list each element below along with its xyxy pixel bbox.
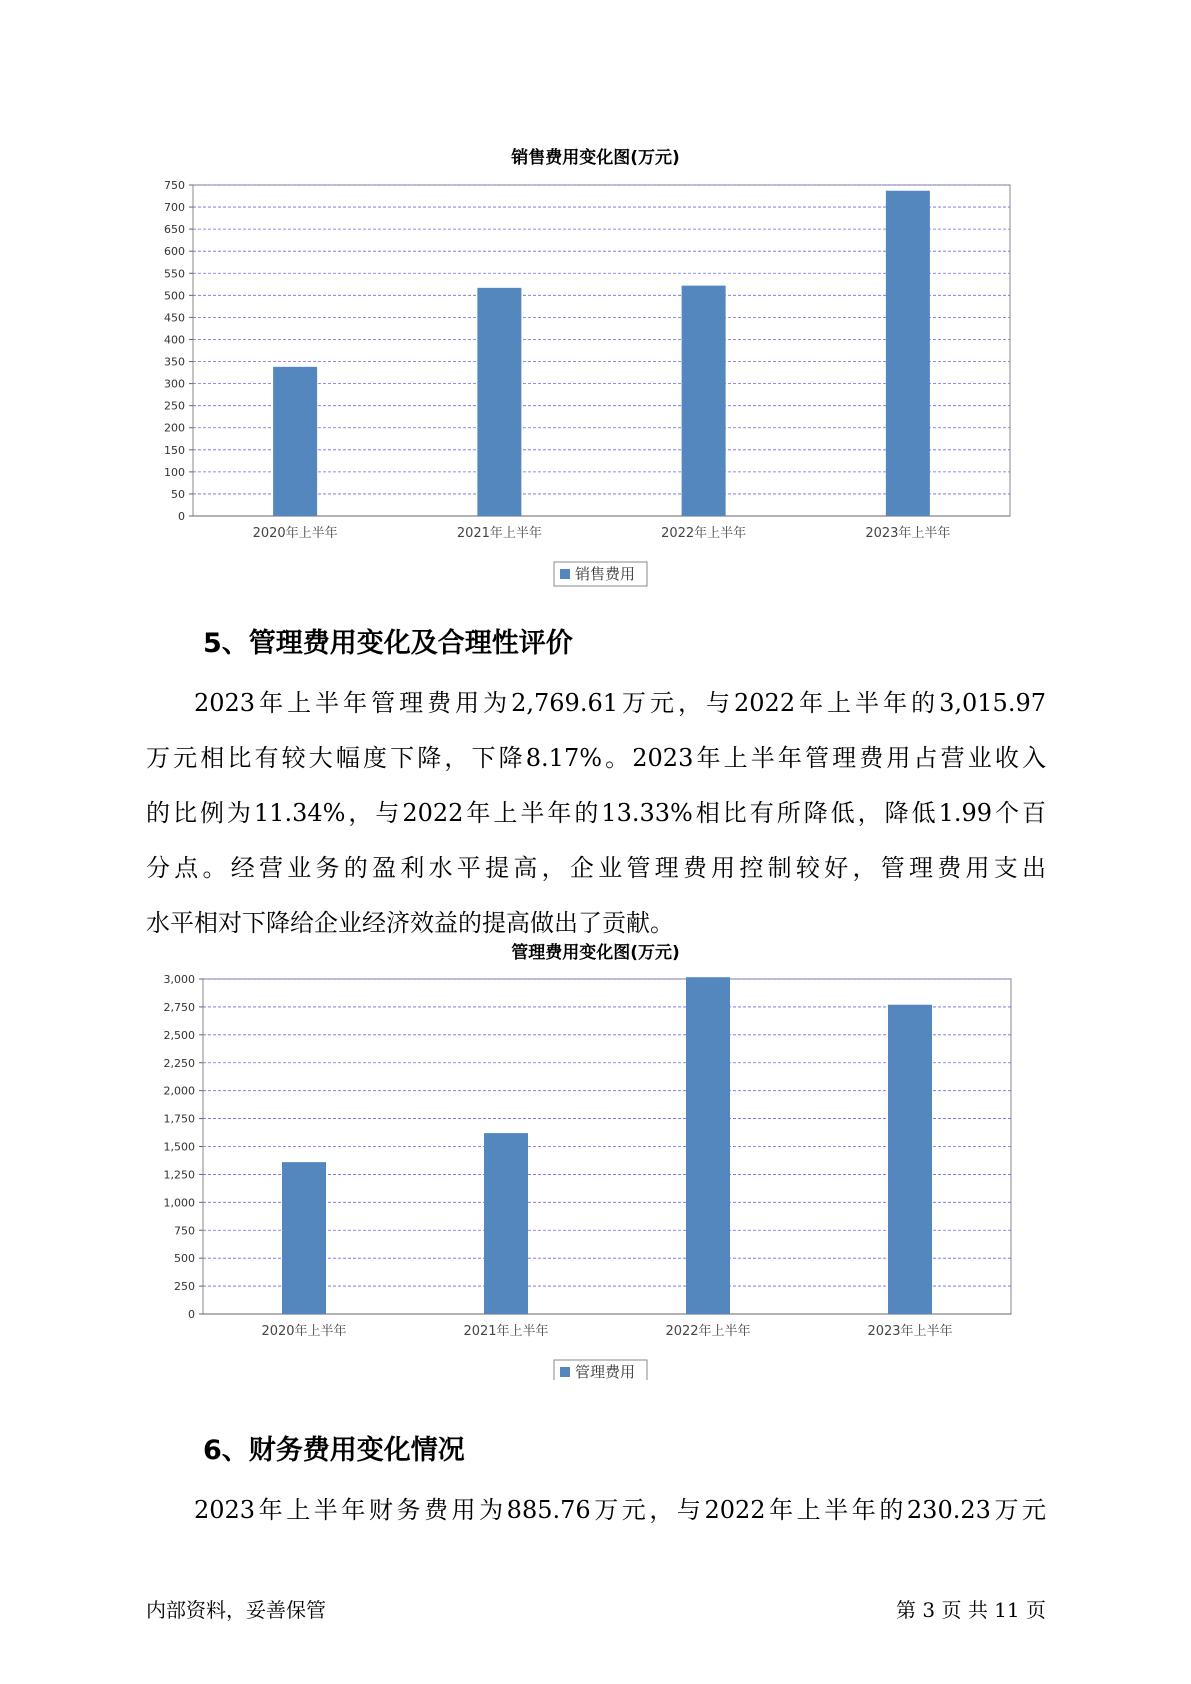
x-tick-label: 2022年上半年 xyxy=(665,1324,751,1339)
y-tick-label: 700 xyxy=(164,201,185,215)
y-tick-label: 2,000 xyxy=(163,1084,195,1098)
paragraph-line: 分点。经营业务的盈利水平提高，企业管理费用控制较好，管理费用支出 xyxy=(146,854,1046,882)
bar xyxy=(477,288,521,516)
y-tick-label: 50 xyxy=(171,487,185,501)
y-tick-label: 500 xyxy=(174,1252,195,1266)
bar xyxy=(886,191,930,516)
legend-label: 管理费用 xyxy=(575,1363,636,1380)
bar xyxy=(682,286,726,516)
section5-paragraph xyxy=(146,676,1046,951)
y-tick-label: 450 xyxy=(164,311,185,325)
x-tick-label: 2021年上半年 xyxy=(456,526,542,541)
y-tick-label: 550 xyxy=(164,267,185,281)
y-tick-label: 0 xyxy=(188,1308,195,1321)
legend-swatch xyxy=(560,569,570,579)
y-tick-label: 150 xyxy=(164,443,185,457)
section6-paragraph xyxy=(146,1483,1046,1538)
paragraph-line: 2023年上半年财务费用为885.76万元，与2022年上半年的230.23万元 xyxy=(194,1496,1046,1524)
y-tick-label: 750 xyxy=(164,179,185,192)
bar xyxy=(484,1133,528,1314)
y-tick-label: 1,750 xyxy=(163,1112,195,1126)
footer-confidential-note: 内部资料，妥善保管 xyxy=(146,1598,326,1622)
paragraph-line: 水平相对下降给企业经济效益的提高做出了贡献。 xyxy=(146,909,674,937)
x-tick-label: 2022年上半年 xyxy=(661,526,747,541)
y-tick-label: 2,750 xyxy=(163,1000,195,1014)
admin-expense-chart xyxy=(0,960,1191,1380)
y-tick-label: 400 xyxy=(164,333,185,347)
y-tick-label: 750 xyxy=(174,1224,195,1238)
bar xyxy=(888,1005,932,1314)
y-tick-label: 100 xyxy=(164,465,185,479)
y-tick-label: 350 xyxy=(164,355,185,369)
y-tick-label: 500 xyxy=(164,289,185,303)
paragraph-line: 的比例为11.34%，与2022年上半年的13.33%相比有所降低，降低1.99个百 xyxy=(146,799,1046,827)
x-tick-label: 2021年上半年 xyxy=(463,1324,549,1339)
legend-label: 销售费用 xyxy=(575,565,636,583)
x-tick-label: 2020年上半年 xyxy=(252,526,338,541)
x-tick-label: 2023年上半年 xyxy=(865,526,951,541)
y-tick-label: 600 xyxy=(164,245,185,259)
y-tick-label: 0 xyxy=(178,510,185,523)
bar xyxy=(273,367,317,516)
legend-swatch xyxy=(560,1367,570,1377)
footer-page-number: 第 3 页 共 11 页 xyxy=(896,1598,1046,1622)
y-tick-label: 2,250 xyxy=(163,1056,195,1070)
x-tick-label: 2023年上半年 xyxy=(867,1324,953,1339)
y-tick-label: 650 xyxy=(164,223,185,237)
chart1-title: 销售费用变化图(万元) xyxy=(511,148,680,168)
y-tick-label: 200 xyxy=(164,421,185,435)
y-tick-label: 1,250 xyxy=(163,1168,195,1182)
y-tick-label: 2,500 xyxy=(163,1028,195,1042)
y-tick-label: 1,500 xyxy=(163,1140,195,1154)
x-tick-label: 2020年上半年 xyxy=(261,1324,347,1339)
paragraph-line: 2023年上半年管理费用为2,769.61万元，与2022年上半年的3,015.97 xyxy=(194,689,1046,717)
y-tick-label: 250 xyxy=(164,399,185,413)
y-tick-label: 3,000 xyxy=(163,973,195,986)
paragraph-line: 万元相比有较大幅度下降，下降8.17%。2023年上半年管理费用占营业收入 xyxy=(146,744,1046,772)
bar xyxy=(282,1162,326,1314)
section5-heading: 5、管理费用变化及合理性评价 xyxy=(203,628,573,659)
y-tick-label: 300 xyxy=(164,377,185,391)
y-tick-label: 250 xyxy=(174,1280,195,1294)
bar xyxy=(686,977,730,1314)
sales-expense-chart xyxy=(0,170,1191,590)
y-tick-label: 1,000 xyxy=(163,1196,195,1210)
chart2-title: 管理费用变化图(万元) xyxy=(511,943,680,963)
section6-heading: 6、财务费用变化情况 xyxy=(203,1435,465,1466)
